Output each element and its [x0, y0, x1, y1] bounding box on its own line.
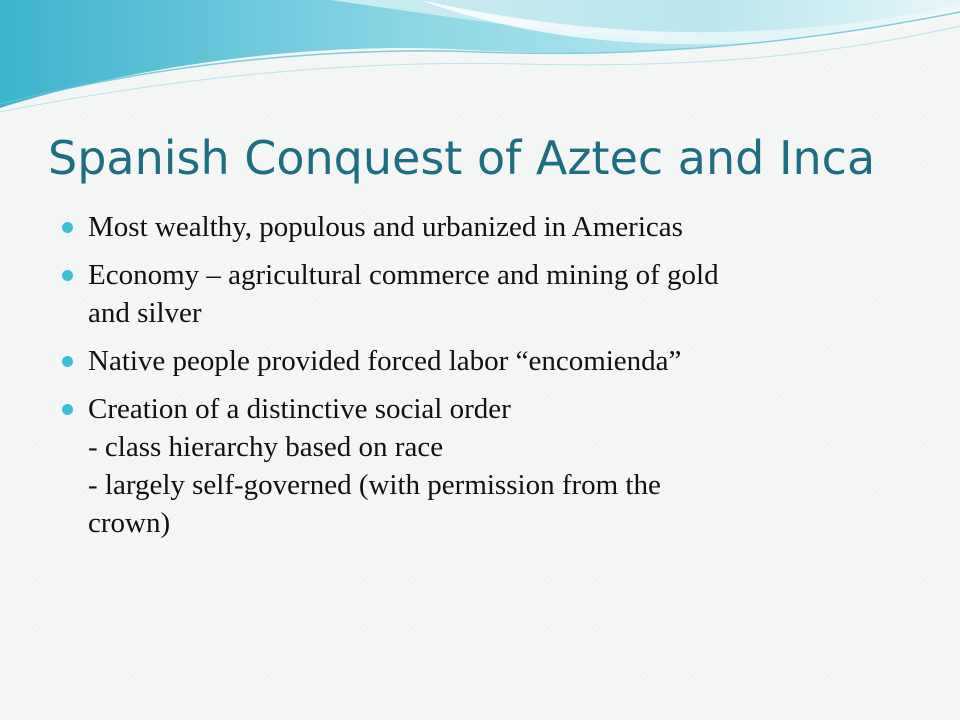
bullet-list — [60, 208, 920, 552]
bullet-dot-icon — [62, 404, 73, 415]
decorative-wave-banner — [0, 0, 960, 130]
bullet-item — [60, 208, 920, 246]
bullet-dot-icon — [62, 222, 73, 233]
bullet-text-line: and silver — [88, 297, 202, 329]
bullet-item — [60, 342, 920, 380]
sub-point-line: crown) — [88, 507, 171, 539]
bullet-text-line: Most wealthy, populous and urbanized in Americas — [88, 211, 683, 243]
slide-title: Spanish Conquest of Aztec and Inca — [48, 131, 876, 185]
bullet-dot-icon — [62, 270, 73, 281]
bullet-item — [60, 256, 920, 332]
sub-point-line: - class hierarchy based on race — [88, 431, 444, 463]
bullet-text-line: Creation of a distinctive social order — [88, 393, 511, 425]
bullet-item — [60, 390, 920, 542]
bullet-text-line: Native people provided forced labor “encomienda” — [88, 345, 682, 377]
sub-point-line: - largely self-governed (with permission from the — [88, 469, 661, 501]
bullet-dot-icon — [62, 356, 73, 367]
bullet-text-line: Economy – agricultural commerce and mining of gold — [88, 259, 719, 291]
